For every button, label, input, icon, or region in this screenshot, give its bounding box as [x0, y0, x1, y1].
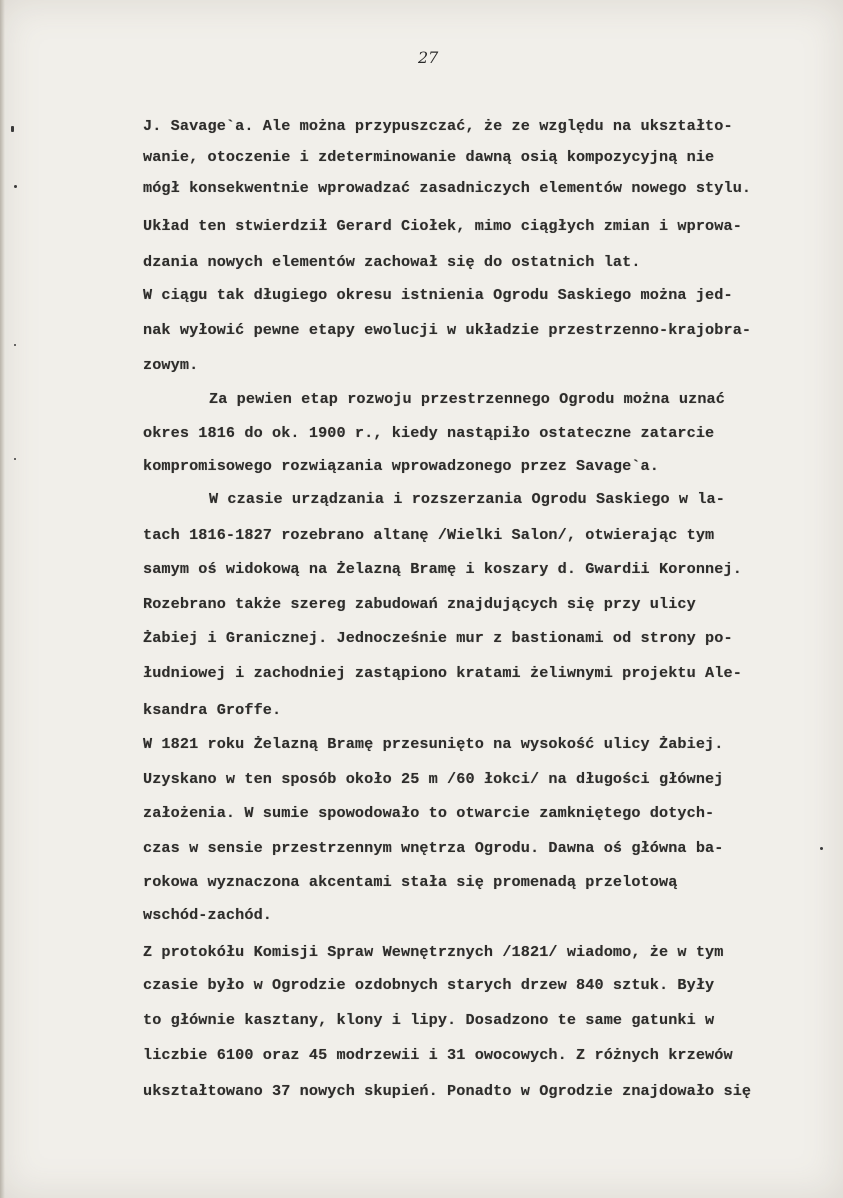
- text-line: samym oś widokową na Żelazną Bramę i koszary d. Gwardii Koronnej.: [143, 560, 742, 578]
- text-line: to głównie kasztany, klony i lipy. Dosadzono te same gatunki w: [143, 1011, 715, 1029]
- page-edge-shadow: [0, 0, 5, 1198]
- text-line: wanie, otoczenie i zdeterminowanie dawną osią kompozycyjną nie: [143, 148, 715, 166]
- text-line: tach 1816-1827 rozebrano altanę /Wielki Salon/, otwierając tym: [143, 526, 715, 544]
- text-line: W ciągu tak długiego okresu istnienia Ogrodu Saskiego można jed-: [143, 286, 733, 304]
- text-line: mógł konsekwentnie wprowadzać zasadniczych elementów nowego stylu.: [143, 179, 752, 197]
- margin-dot-mark: [14, 344, 16, 346]
- margin-dot-mark: [14, 185, 17, 188]
- text-line: J. Savage`a. Ale można przypuszczać, że ze względu na ukształto-: [143, 117, 733, 135]
- text-line: Uzyskano w ten sposób około 25 m /60 łokci/ na długości głównej: [143, 770, 724, 788]
- text-line: założenia. W sumie spowodowało to otwarcie zamkniętego dotych-: [143, 804, 715, 822]
- text-line: Rozebrano także szereg zabudowań znajdujących się przy ulicy: [143, 595, 696, 613]
- text-line: Za pewien etap rozwoju przestrzennego Ogrodu można uznać: [209, 390, 725, 408]
- margin-tick-mark: [11, 126, 14, 132]
- text-line: czasie było w Ogrodzie ozdobnych starych drzew 840 sztuk. Były: [143, 976, 715, 994]
- text-line: nak wyłowić pewne etapy ewolucji w układzie przestrzenno-krajobra-: [143, 321, 752, 339]
- text-line: ukształtowano 37 nowych skupień. Ponadto w Ogrodzie znajdowało się: [143, 1082, 752, 1100]
- text-line: W 1821 roku Żelazną Bramę przesunięto na wysokość ulicy Żabiej.: [143, 735, 724, 753]
- margin-dot-mark: [14, 458, 16, 460]
- text-line: rokowa wyznaczona akcentami stała się promenadą przelotową: [143, 873, 678, 891]
- text-line: dzania nowych elementów zachował się do ostatnich lat.: [143, 253, 641, 271]
- text-line: Z protokółu Komisji Spraw Wewnętrznych /1821/ wiadomo, że w tym: [143, 943, 724, 961]
- text-line: ksandra Groffe.: [143, 701, 282, 719]
- page-number: 27: [418, 48, 439, 67]
- text-line: okres 1816 do ok. 1900 r., kiedy nastąpiło ostateczne zatarcie: [143, 424, 715, 442]
- text-line: czas w sensie przestrzennym wnętrza Ogrodu. Dawna oś główna ba-: [143, 839, 724, 857]
- text-line: zowym.: [143, 356, 199, 374]
- text-line: łudniowej i zachodniej zastąpiono kratami żeliwnymi projektu Ale-: [143, 664, 742, 682]
- text-line: Układ ten stwierdził Gerard Ciołek, mimo ciągłych zmian i wprowa-: [143, 217, 742, 235]
- text-line: Żabiej i Granicznej. Jednocześnie mur z bastionami od strony po-: [143, 629, 733, 647]
- text-line: wschód-zachód.: [143, 906, 272, 924]
- text-line: W czasie urządzania i rozszerzania Ogrodu Saskiego w la-: [209, 490, 725, 508]
- text-line: liczbie 6100 oraz 45 modrzewii i 31 owocowych. Z różnych krzewów: [143, 1046, 733, 1064]
- margin-dot-mark: [820, 847, 823, 850]
- text-line: kompromisowego rozwiązania wprowadzonego przez Savage`a.: [143, 457, 659, 475]
